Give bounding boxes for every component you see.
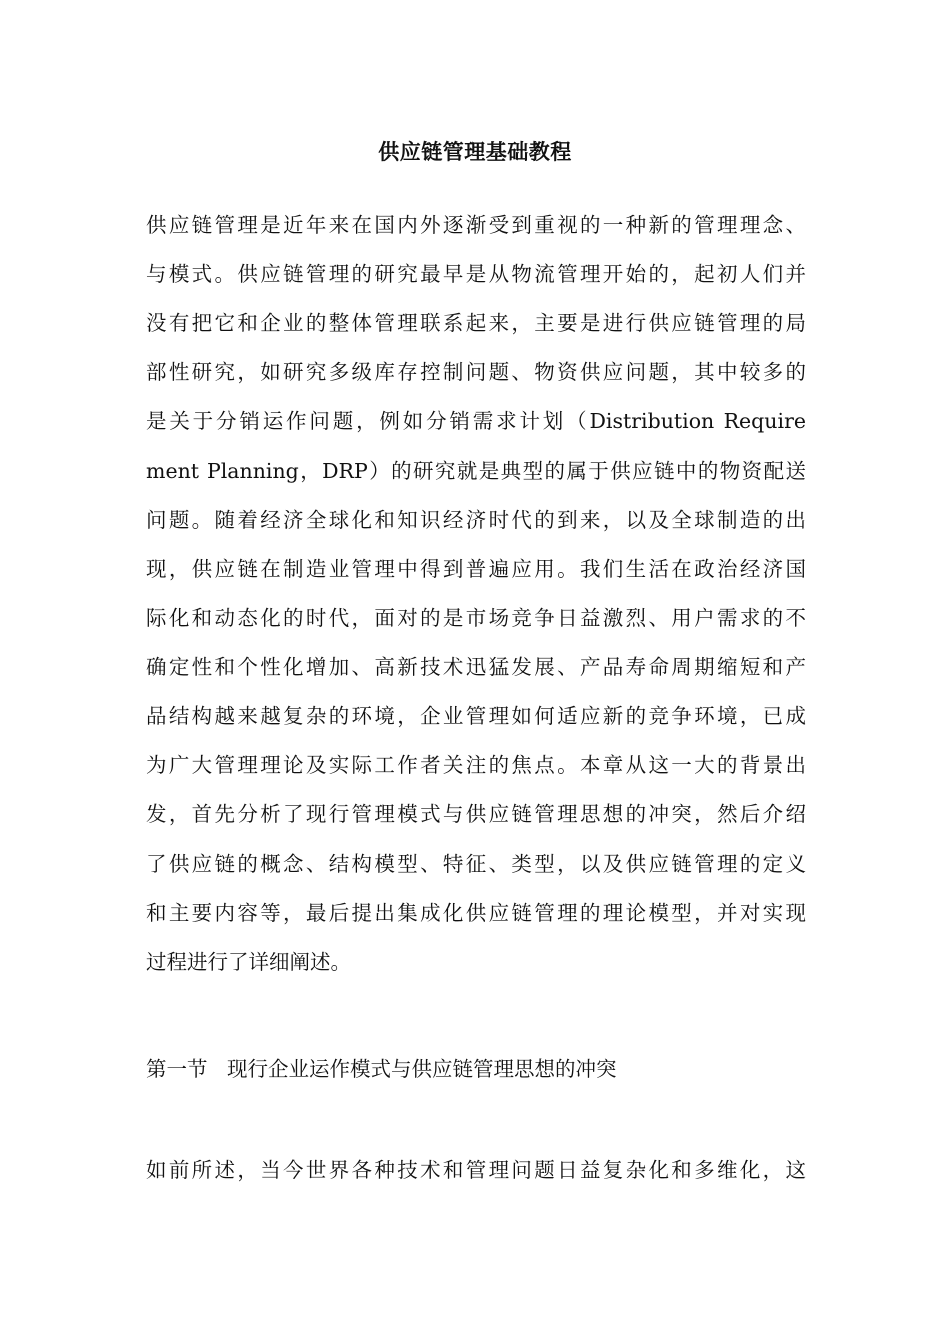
paragraph-line: 品结构越来越复杂的环境，企业管理如何适应新的竞争环境，已成 <box>146 704 806 728</box>
paragraph-line: 过程进行了详细阐述。 <box>146 950 351 974</box>
paragraph-line: 是关于分销运作问题，例如分销需求计划（Distribution Require <box>146 409 806 433</box>
paragraph-line: 确定性和个性化增加、高新技术迅猛发展、产品寿命周期缩短和产 <box>146 655 806 679</box>
paragraph-line: 供应链管理是近年来在国内外逐渐受到重视的一种新的管理理念、 <box>146 213 806 237</box>
paragraph-line: 问题。随着经济全球化和知识经济时代的到来，以及全球制造的出 <box>146 508 806 532</box>
paragraph-line: 和主要内容等，最后提出集成化供应链管理的理论模型，并对实现 <box>146 901 806 925</box>
paragraph-line: 部性研究，如研究多级库存控制问题、物资供应问题，其中较多的 <box>146 360 806 384</box>
paragraph-line: 现，供应链在制造业管理中得到普遍应用。我们生活在政治经济国 <box>146 557 806 581</box>
paragraph-line: ment Planning，DRP）的研究就是典型的属于供应链中的物资配送 <box>146 459 806 483</box>
paragraph-line: 为广大管理理论及实际工作者关注的焦点。本章从这一大的背景出 <box>146 753 806 777</box>
paragraph-line: 如前所述，当今世界各种技术和管理问题日益复杂化和多维化，这 <box>146 1158 806 1182</box>
document-title: 供应链管理基础教程 <box>378 139 572 164</box>
paragraph-line: 了供应链的概念、结构模型、特征、类型，以及供应链管理的定义 <box>146 852 806 876</box>
paragraph-line: 没有把它和企业的整体管理联系起来，主要是进行供应链管理的局 <box>146 311 806 335</box>
section-heading: 第一节 现行企业运作模式与供应链管理思想的冲突 <box>146 1057 617 1081</box>
paragraph-line: 发，首先分析了现行管理模式与供应链管理思想的冲突，然后介绍 <box>146 802 806 826</box>
paragraph-line: 际化和动态化的时代，面对的是市场竞争日益激烈、用户需求的不 <box>146 606 806 630</box>
paragraph-line: 与模式。供应链管理的研究最早是从物流管理开始的，起初人们并 <box>146 262 806 286</box>
